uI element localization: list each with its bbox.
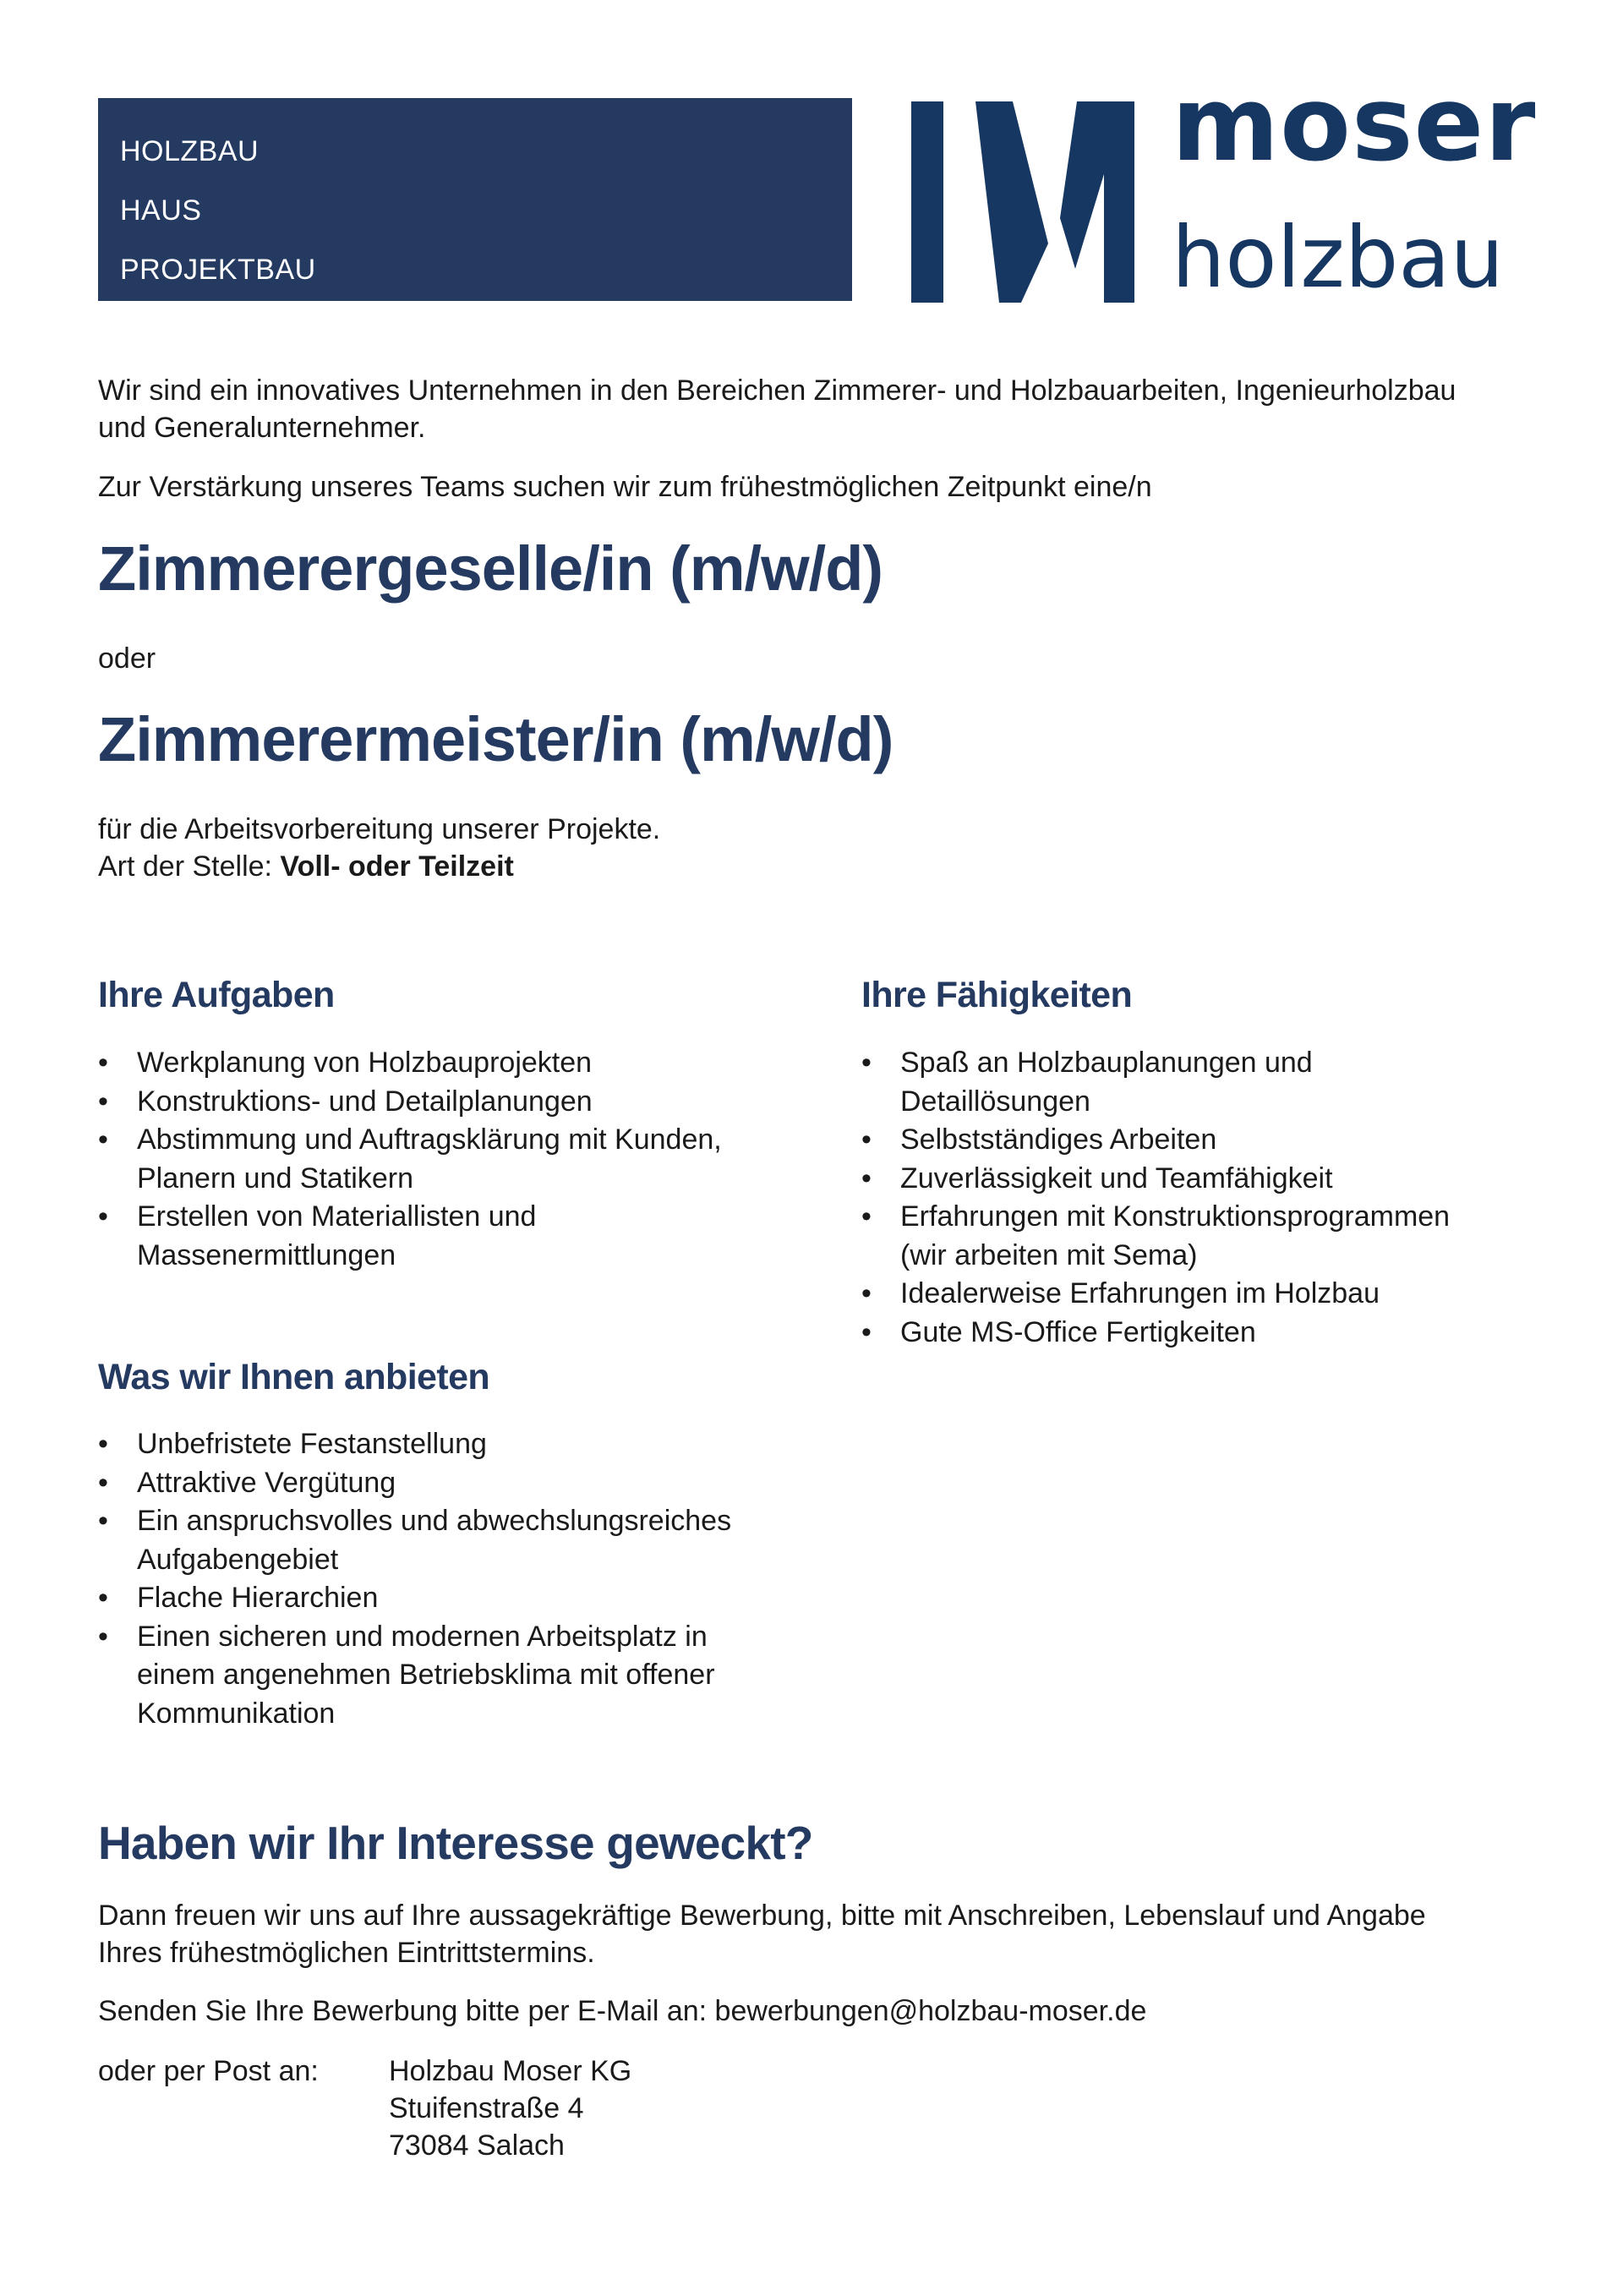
position-title-meister: Zimmerermeister/in (m/w/d): [98, 704, 893, 774]
logo-word-moser: moser: [1172, 64, 1537, 184]
employment-type-value: Voll- oder Teilzeit: [280, 850, 514, 883]
header-line-holzbau: HOLZBAU: [120, 135, 260, 167]
employment-type: Art der Stelle: Voll- oder Teilzeit: [98, 850, 514, 883]
offer-list-item: • Ein anspruchsvolles und abwechslungsreiches Aufgabengebiet: [98, 1502, 825, 1579]
contact-paragraph: Dann freuen wir uns auf Ihre aussagekräftige Bewerbung, bitte mit Anschreiben, Lebenslauf und Angabe Ihres frühestmöglichen Eintrittstermins.: [98, 1900, 1426, 1969]
offer-list-item: • Unbefristete Festanstellung: [98, 1425, 825, 1464]
contact-heading: Haben wir Ihr Interesse geweckt?: [98, 1817, 813, 1869]
intro-paragraph: Wir sind ein innovatives Unternehmen in den Bereichen Zimmerer- und Holzbauarbeiten, Ingenieurholzbau und Generalunternehmer.: [98, 374, 1456, 444]
skill-list-item: • Idealerweise Erfahrungen im Holzbau: [861, 1275, 1555, 1314]
email-instruction: Senden Sie Ihre Bewerbung bitte per E-Mail an: bewerbungen@holzbau-moser.de: [98, 1995, 1147, 2027]
section-heading-aufgaben: Ihre Aufgaben: [98, 975, 335, 1015]
task-list-item: • Konstruktions- und Detailplanungen: [98, 1083, 825, 1122]
logo-word-holzbau: holzbau: [1172, 208, 1504, 307]
skill-list-item: • Zuverlässigkeit und Teamfähigkeit: [861, 1160, 1555, 1199]
post-label: oder per Post an:: [98, 2055, 319, 2087]
skill-list-item: • Selbstständiges Arbeiten: [861, 1121, 1555, 1160]
skill-list-item: • Spaß an Holzbauplanungen und Detaillösungen: [861, 1044, 1555, 1121]
task-list-item: • Erstellen von Materiallisten und Massenermittlungen: [98, 1198, 825, 1275]
header-line-projektbau: PROJEKTBAU: [120, 254, 316, 286]
skill-list-item: • Erfahrungen mit Konstruktionsprogrammen (wir arbeiten mit Sema): [861, 1198, 1555, 1275]
postal-address: [389, 2053, 631, 2164]
offer-list-item: • Attraktive Vergütung: [98, 1464, 825, 1503]
address-street: Stuifenstraße 4: [389, 2092, 584, 2124]
position-purpose: für die Arbeitsvorbereitung unserer Projekte.: [98, 813, 661, 845]
section-heading-faehigkeiten: Ihre Fähigkeiten: [861, 975, 1133, 1015]
skills-list: [861, 1044, 1555, 1352]
offer-list: [98, 1425, 825, 1733]
skill-list-item: • Gute MS-Office Fertigkeiten: [861, 1314, 1555, 1353]
tasks-list: [98, 1044, 825, 1275]
intro-search-text: Zur Verstärkung unseres Teams suchen wir zum frühestmöglichen Zeitpunkt eine/n: [98, 471, 1152, 503]
task-list-item: • Abstimmung und Auftragsklärung mit Kunden, Planern und Statikern: [98, 1121, 825, 1198]
section-heading-angebot: Was wir Ihnen anbieten: [98, 1357, 490, 1397]
logo-m-mark-icon: [911, 91, 1156, 311]
header-banner: [98, 98, 852, 301]
connector-oder: oder: [98, 642, 156, 675]
address-city: 73084 Salach: [389, 2129, 565, 2162]
task-list-item: • Werkplanung von Holzbauprojekten: [98, 1044, 825, 1083]
offer-list-item: • Einen sicheren und modernen Arbeitsplatz in einem angenehmen Betriebsklima mit offener Kommunikation: [98, 1618, 825, 1734]
offer-list-item: • Flache Hierarchien: [98, 1579, 825, 1618]
address-company: Holzbau Moser KG: [389, 2055, 632, 2087]
position-title-geselle: Zimmerergeselle/in (m/w/d): [98, 533, 883, 604]
header-line-haus: HAUS: [120, 194, 202, 227]
company-logo: [911, 64, 1537, 311]
